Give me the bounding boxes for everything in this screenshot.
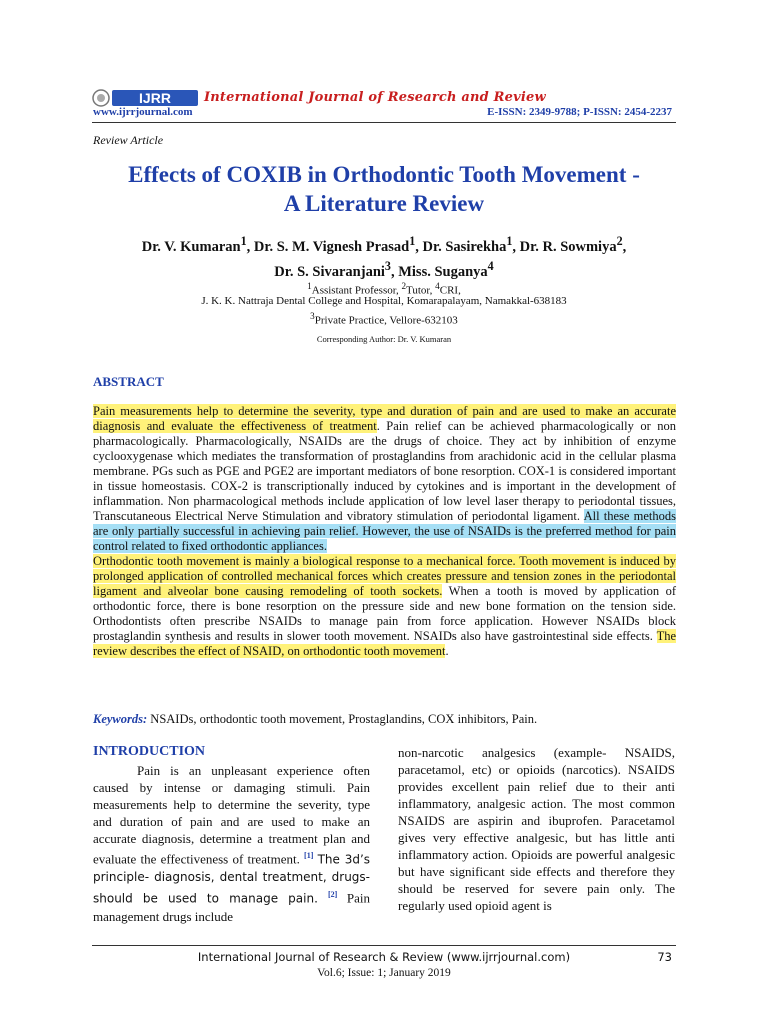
author: Dr. V. Kumaran$^1$ (141, 234, 247, 255)
article-type: Review Article (93, 133, 164, 147)
journal-name: International Journal of Research and Review (204, 90, 546, 105)
footer-divider (92, 945, 676, 946)
header-divider (92, 122, 676, 123)
issn-info: E-ISSN: 2349-9788; P-ISSN: 2454-2237 (487, 106, 672, 118)
title-line-2: A Literature Review (283, 191, 485, 216)
author: Miss. Suganya$^4$ (398, 258, 494, 280)
affiliation-private-practice: $^3$Private Practice, Vellore-632103 (310, 311, 458, 327)
affiliation-institution: J. K. K. Nattraja Dental College and Hospital, Komarapalayam, Namakkal-638183 (201, 295, 567, 307)
author: Dr. R. Sowmiya$^2$ (519, 234, 623, 255)
highlight-yellow: Pain measurements help to determine the severity, type and duration of pain and are used to make an accurate diagnosis and evaluate the effectiveness of treatment (93, 404, 676, 433)
highlight-yellow: Orthodontic tooth movement is mainly a biological response to a mechanical force. Tooth movement is induced by prolonged application of controlled mechanical forces which creates pressure and tension zones in the periodontal ligament and alveolar bone causing remodeling of tooth sockets. (93, 554, 676, 598)
keywords (93, 712, 676, 727)
page-number: 73 (657, 950, 672, 964)
author: Dr. Sasirekha$^1$ (422, 234, 513, 255)
abstract-paragraph-2: Orthodontic tooth movement is mainly a biological response to a mechanical force. Tooth movement is induced by prolonged application of controlled mechanical forces which creates pressure and tension zones in the periodontal ligament and alveolar bone causing remodeling of tooth sockets. When a tooth is moved by application of orthodontic force, there is bone resorption on the pressure side and new bone formation on the tension side. Orthodontists often prescribe NSAIDs to manage pain from force application. However NSAIDs block prostaglandin synthesis and results in slower tooth movement. NSAIDs also have gastrointestinal side effects. The review describes the effect of NSAID, on orthodontic tooth movement. (93, 554, 676, 658)
introduction-heading: INTRODUCTION (93, 744, 206, 759)
author: Dr. S. Sivaranjani$^3$ (274, 258, 391, 280)
author: Dr. S. M. Vignesh Prasad$^1$ (253, 234, 416, 255)
abstract-paragraph-1: Pain measurements help to determine the severity, type and duration of pain and are used to make an accurate diagnosis and evaluate the effectiveness of treatment. Pain relief can be achieved pharmacologically or non pharmacologically. Pharmacologically, NSAIDs are the drugs of choice. They act by inhibition of enzyme cyclooxygenase which mediates the transformation of prostaglandins from arachidonic acid in the cellular plasma membrane. PGs such as PGE and PGE2 are important mediators of bone resorption. COX-1 is considered important in tissue homeostasis. COX-2 is transcriptionally induced by cytokines and is important in the development of inflammation. Non pharmacological methods include application of low level laser therapy to periodontal tissues, Transcutaneous Electrical Nerve Stimulation and vibratory stimulation of periodontal ligament. All these methods are only partially successful in achieving pain relief. However, the use of NSAIDs is the preferred method for pain control related to fixed orthodontic appliances. (93, 404, 677, 553)
citation-link[interactable]: [2] (328, 890, 338, 900)
logo-text: IJRR (139, 90, 171, 106)
author-list: Dr. V. Kumaran$^1$, Dr. S. M. Vignesh Prasad$^1$, Dr. Sasirekha$^1$, Dr. R. Sowmiya$^2$, Dr. S. Sivaranjani$^3$, Miss. Suganya$^4$ (141, 234, 627, 280)
highlight-blue: All these methods are only partially successful in achieving pain relief. However, the use of NSAIDs is the preferred method for pain control related to fixed orthodontic appliances. (93, 509, 677, 553)
paper-title (80, 160, 688, 218)
footer-journal: International Journal of Research & Review (www.ijrrjournal.com) (197, 950, 571, 964)
journal-url-link[interactable]: www.ijrrjournal.com (93, 106, 193, 118)
keywords-label: Keywords: (93, 712, 148, 726)
affiliation-roles: $^1$Assistant Professor, $^2$Tutor, $^4$CRI, (307, 281, 461, 297)
highlight-yellow: The review describes the effect of NSAID, on orthodontic tooth movement (93, 629, 676, 658)
citation-link[interactable]: [1] (304, 851, 314, 860)
journal-logo (92, 88, 200, 108)
corresponding-author: Corresponding Author: Dr. V. Kumaran (316, 334, 452, 344)
introduction-left-column: Pain is an unpleasant experience often caused by intense or damaging stimuli. Pain measurements help to determine the severity, type and duration of pain and are used to make an accurate diagnosis, determine a treatment plan and evaluate the effectiveness of treatment. [1] The 3d’s principle- diagnosis, dental treatment, drugs-should be used to manage pain. [2] Pain management drugs include (93, 763, 371, 924)
keywords-text: NSAIDs, orthodontic tooth movement, Prostaglandins, COX inhibitors, Pain. (147, 712, 538, 726)
introduction-right-column: non-narcotic analgesics (example- NSAIDS, paracetamol, etc) or opioids (narcotics). NSAIDS provides excellent pain relief due to their anti inflammatory, analgesic action. The most common NSAIDS are aspirin and ibuprofen. Paracetamol gives very effective analgesic, but has little anti inflammatory action. Opioids are powerful analgesic but have significant side effects and therefore they should be reserved for severe pain only. The regularly used opioid agent is (398, 745, 675, 913)
abstract-heading: ABSTRACT (93, 374, 164, 389)
title-line-1: Effects of COXIB in Orthodontic Tooth Movement - (128, 162, 640, 187)
abstract-body (93, 404, 676, 659)
footer-issue: Vol.6; Issue: 1; January 2019 (317, 967, 451, 979)
